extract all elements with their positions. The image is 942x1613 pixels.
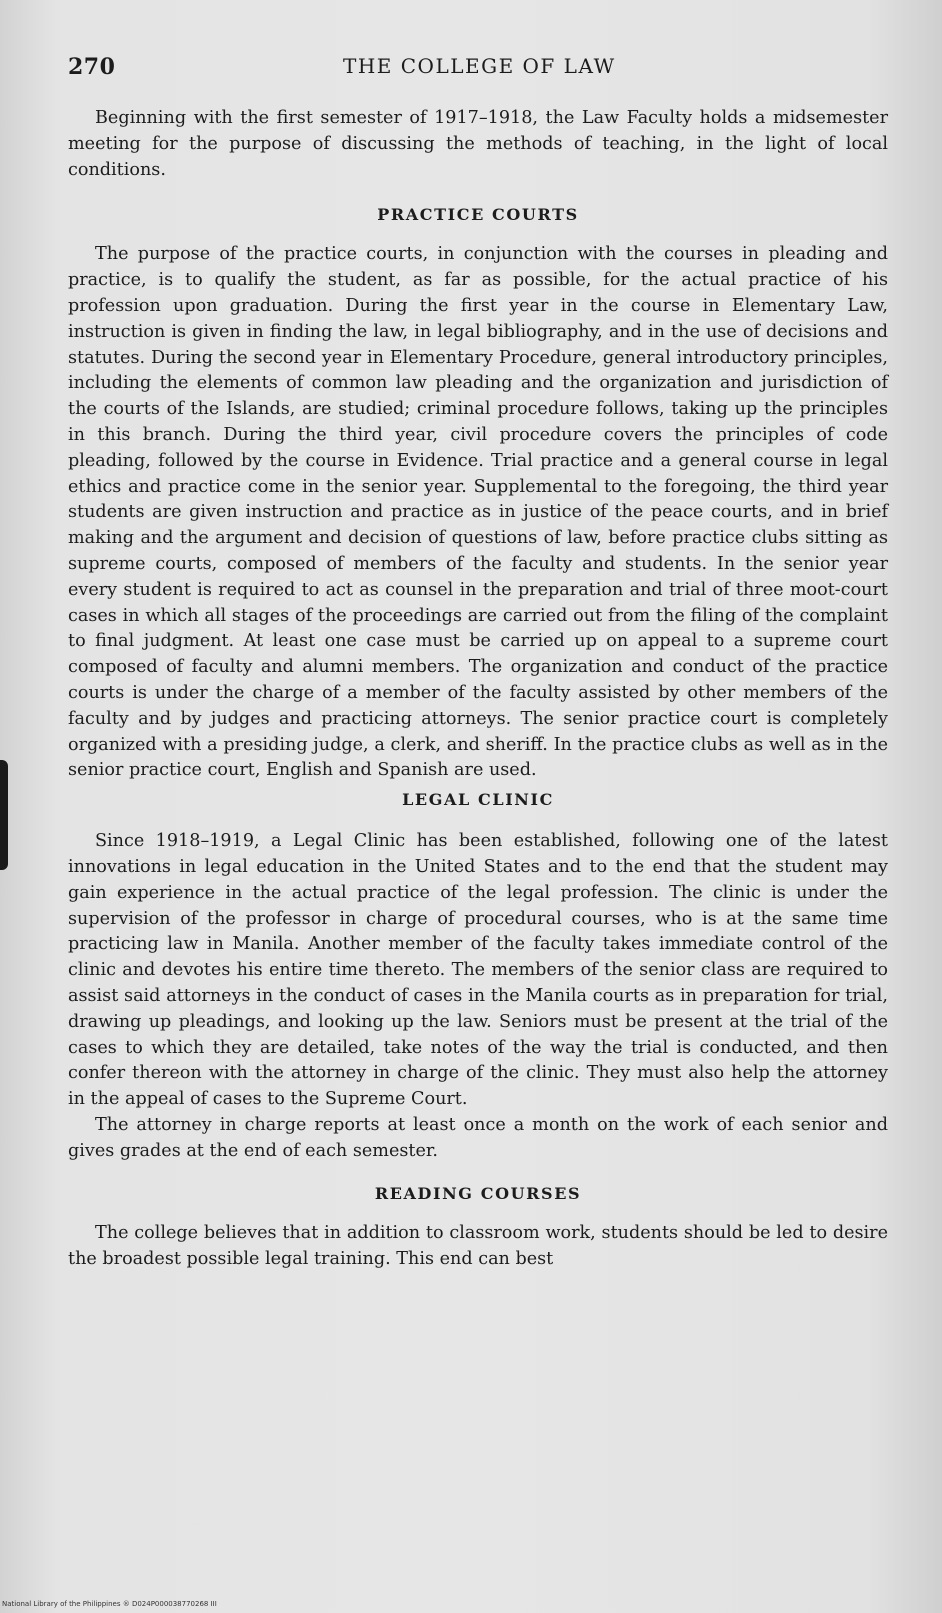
legal-clinic-heading: LEGAL CLINIC <box>402 790 554 810</box>
legal-clinic-paragraph: Since 1918–1919, a Legal Clinic has been established, following one of the latest innovations in legal education in the United States and to the end that the student may gain experience in the actual practice of the legal profession. The clinic is under the supervision of the professor in charge of procedural courses, who is at the same time practicing law in Manila. Another member of the faculty takes immediate control of the clinic and devotes his entire time thereto. The members of the senior class are required to assist said attorneys in the conduct of cases in the Manila courts as in preparation for trial, drawing up pleadings, and looking up the law. Seniors must be present at the trial of the cases to which they are detailed, take notes of the way the trial is conducted, and then confer thereon with the attorney in charge of the clinic. They must also help the attorney in the appeal of cases to the Supreme Court. <box>68 831 888 1110</box>
page-number: 270 <box>68 54 116 80</box>
practice-courts-paragraph: The purpose of the practice courts, in conjunction with the courses in pleading and practice, is to qualify the student, as far as possible, for the actual practice of his profession upon graduation. During the first year in the course in Elementary Law, instruction is given in finding the law, in legal bibliography, and in the use of decisions and statutes. During the second year in Elementary Procedure, general introductory principles, including the elements of common law pleading and the organization and jurisdiction of the courts of the Islands, are studied; criminal procedure follows, taking up the principles in this branch. During the third year, civil procedure covers the principles of code pleading, followed by the course in Evidence. Trial practice and a general course in legal ethics and practice come in the senior year. Supplemental to the foregoing, the third year students are given instruction and practice as in justice of the peace courts, and in brief making and the argument and decision of questions of law, before practice clubs sitting as supreme courts, composed of members of the faculty and students. In the senior year every student is required to act as counsel in the preparation and trial of three moot-court cases in which all stages of the proceedings are carried out from the filing of the complaint to final judgment. At least one case must be carried up on appeal to a supreme court composed of faculty and alumni members. The organization and conduct of the practice courts is under the charge of a member of the faculty assisted by other members of the faculty and by judges and practicing attorneys. The senior practice court is completely organized with a presiding judge, a clerk, and sheriff. In the practice clubs as well as in the senior practice court, English and Spanish are used. <box>68 244 888 781</box>
practice-courts-heading: PRACTICE COURTS <box>377 205 579 225</box>
reading-courses-heading: READING COURSES <box>374 1184 582 1204</box>
binding-shadow <box>0 760 8 870</box>
page-body <box>68 106 888 1273</box>
legal-clinic-attorney-paragraph: The attorney in charge reports at least once a month on the work of each senior and gives grades at the end of each semester. <box>68 1114 888 1161</box>
running-head: THE COLLEGE OF LAW <box>343 54 616 78</box>
page-header <box>68 52 888 88</box>
library-credit: National Library of the Philippines ® D024P000038770268 III <box>2 1600 217 1608</box>
reading-courses-paragraph: The college believes that in addition to classroom work, students should be led to desire the broadest possible legal training. This end can best <box>68 1223 888 1270</box>
intro-paragraph: Beginning with the first semester of 1917–1918, the Law Faculty holds a midsemester meeting for the purpose of discussing the methods of teaching, in the light of local conditions. <box>68 108 888 180</box>
